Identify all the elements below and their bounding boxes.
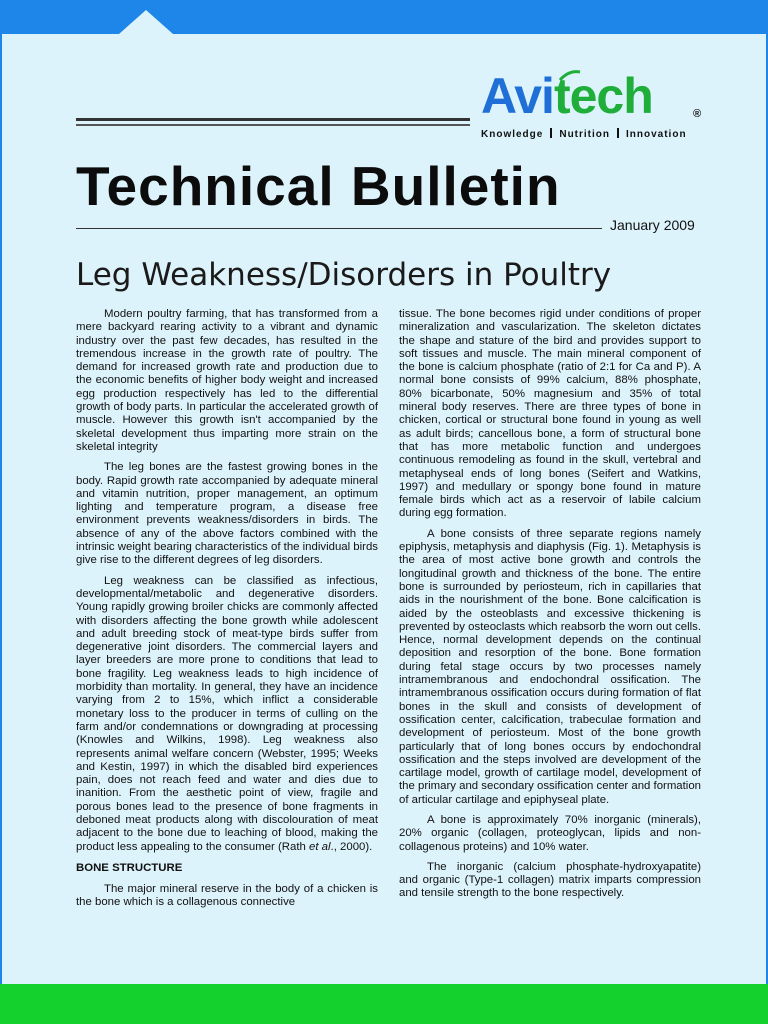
top-banner-notch [119,10,173,34]
section-heading: BONE STRUCTURE [76,861,183,874]
bulletin-date: January 2009 [610,217,695,233]
paragraph: The leg bones are the fastest growing bones in the body. Rapid growth rate accompanied by adequate mineral and vitamin nutrition, proper management, an optimum lighting and temperature program, a disease free environment prevents weakness/disorders in birds. The absence of any of the above factors combined with the intrinsic weight bearing characteristics of the individual birds give rise to the different degrees of leg disorders. [76,461,378,567]
tagline-nutrition: Nutrition [559,129,610,140]
header-rule [76,118,470,121]
paragraph-italic: et al [309,840,331,853]
paragraph [76,575,378,854]
paragraph-text: Leg weakness can be classified as infectious, developmental/metabolic and degenerative disorders. Young rapidly growing broiler chicks are commonly affected with disorders affecting the bone growth while adolescent and adult breeding stock of meat-type birds suffer from degenerative joint disorders. The commercial layers and layer breeders are more prone to conditions that lead to bone fragility. Leg weakness leads to high incidence of morbidity than mortality. In general, they have an incidence varying from 2 to 15%, which inflict a considerable monetary loss to the producer in terms of culling on the farm and/or condemnations or downgrading at processing (Knowles and Wilkins, 1998). Leg weakness also represents animal welfare concern (Webster, 1995; Weeks and Kestin, 1997) in which the disabled bird experiences pain, does not reach feed and water and dies due to inanition. From the aesthetic point of view, fragile and porous bones lead to the presence of bone fragments in deboned meat products along with discolouration of meat adjacent to the bone due to leaching of blood, making the product less appealing to the consumer (Rath [76,574,378,853]
paragraph: Modern poultry farming, that has transformed from a mere backyard rearing activity to a vibrant and dynamic industry over the past few decades, has resulted in the tremendous increase in the growth rate of poultry. The demand for increased growth rate and production due to the economic benefits of higher body weight and increased egg production respectively has led to the differential growth of body parts. In particular the accelerated growth of muscle. However this growth isn't accompanied by the skeletal development thus imparting more strain on the skeletal integrity [76,308,378,453]
left-column [76,308,378,917]
tagline-separator [617,128,619,138]
right-column [399,308,701,908]
logo-swoosh-icon [559,70,581,82]
logo-tagline [481,128,687,140]
paragraph: The inorganic (calcium phosphate-hydroxyapatite) and organic (Type-1 collagen) matrix imparts compression and tensile strength to the bone respectively. [399,860,701,900]
logo-word-avi: Avi [481,68,554,124]
logo-word-tech: tech [553,68,653,124]
tagline-separator [550,128,552,138]
header-rule-thin [76,124,470,126]
paragraph: tissue. The bone becomes rigid under conditions of proper mineralization and vascularization. The skeleton dictates the shape and stature of the bird and provides support to soft tissues and muscle. The main mineral component of the bone is calcium phosphate (ratio of 2:1 for Ca and P). A normal bone consists of 99% calcium, 88% phosphate, 80% bicarbonate, 50% magnesium and 35% of total mineral body reserves. There are three types of bone in chicken, cortical or structural bone found in young as well as adult birds; cancellous bone, a form of structural bone that has more metabolic function and undergoes continuous remodeling as found in the skull, vertebral and metaphyseal ends of long bones (Seifert and Watkins, 1997) and medullary or spongy bone found in mature female birds which act as a reservoir of labile calcium during egg formation. [399,308,701,520]
tagline-knowledge: Knowledge [481,129,544,140]
page-frame-left [0,34,2,984]
paragraph-text: ., 2000). [330,840,373,853]
paragraph: A bone consists of three separate regions namely epiphysis, metaphysis and diaphysis (Fig. 1). Metaphysis is the area of most active bone growth and controls the longitudinal growth and thickness of the bone. The entire bone is surrounded by periosteum, rich in capillaries that aids in the nourishment of the bone. Bone calcification is aided by the osteoblasts and excessive thickening is prevented by osteoclasts which reabsorb the worn out cells. Hence, normal development depends on the continual deposition and resorption of the bone. Bone formation during fetal stage occurs by two processes namely intramembranous and endochondral ossification. The intramembranous ossification occurs during formation of flat bones in the skull and consists of development of ossification center, calcification, trabeculae formation and development of periosteum. Most of the bone growth particularly that of long bones occurs by endochondral ossification and the steps involved are development of the cartilage model, growth of cartilage model, development of the primary and secondary ossification center and formation of articular cartilage and epiphyseal plate. [399,527,702,806]
registered-mark: ® [693,108,702,120]
paragraph: A bone is approximately 70% inorganic (minerals), 20% organic (collagen, proteoglycan, lipids and non-collagenous proteins) and 10% water. [399,813,701,853]
paragraph: The major mineral reserve in the body of a chicken is the bone which is a collagenous connective [76,883,378,909]
article-title: Leg Weakness/Disorders in Poultry [76,257,612,293]
bulletin-title: Technical Bulletin [76,155,561,217]
top-banner [0,0,768,34]
bottom-banner [0,984,768,1024]
tagline-innovation: Innovation [626,129,687,140]
avitech-logo [481,66,711,146]
date-rule [76,228,602,229]
